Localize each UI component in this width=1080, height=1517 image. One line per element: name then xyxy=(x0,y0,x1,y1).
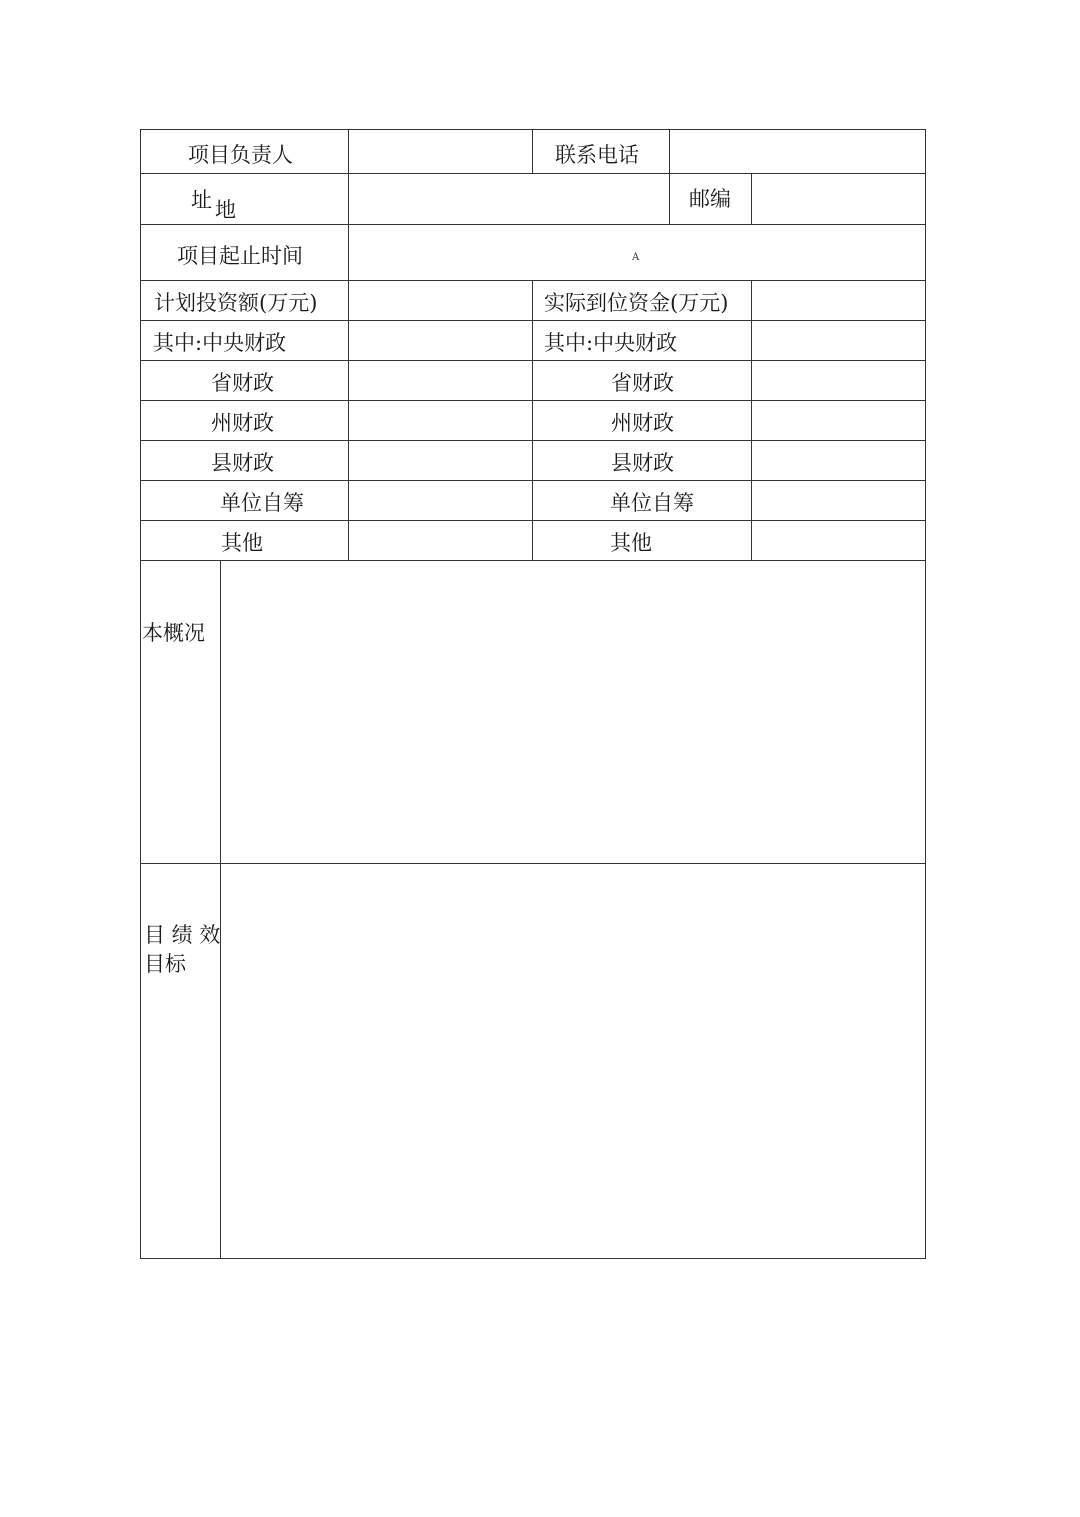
right-provincial-finance-label: 省财政 xyxy=(611,371,674,395)
right-prefecture-finance-label: 州财政 xyxy=(611,411,674,435)
left-self-funded-label: 单位自筹 xyxy=(220,491,304,515)
column-divider-postcode-label xyxy=(669,173,670,224)
row-divider-7 xyxy=(141,440,925,441)
project-leader-label: 项目负责人 xyxy=(188,143,293,167)
right-county-finance-label: 县财政 xyxy=(611,451,674,475)
left-county-finance-label: 县财政 xyxy=(211,451,274,475)
project-period-value[interactable] xyxy=(349,225,925,280)
actual-funds-label: 实际到位资金(万元) xyxy=(544,291,729,315)
address-label-part2: 地 xyxy=(215,198,236,222)
project-period-mark: A xyxy=(632,252,640,263)
performance-goal-label-line1: 目 绩 效 xyxy=(144,923,221,947)
overview-label: 本概况 xyxy=(142,621,205,645)
contact-phone-label: 联系电话 xyxy=(555,143,639,167)
row-divider-6 xyxy=(141,400,925,401)
row-divider-8 xyxy=(141,480,925,481)
postcode-label: 邮编 xyxy=(689,187,731,211)
address-label-part1: 址 xyxy=(191,188,212,212)
project-period-label: 项目起止时间 xyxy=(177,244,303,268)
actual-funds-value[interactable] xyxy=(752,281,925,320)
contact-phone-value[interactable] xyxy=(670,130,925,173)
column-divider-right-value xyxy=(751,280,752,560)
project-leader-value[interactable] xyxy=(349,130,532,173)
row-divider-5 xyxy=(141,360,925,361)
column-divider-right-label xyxy=(532,280,533,560)
left-central-finance-label: 其中:中央财政 xyxy=(153,331,287,355)
planned-investment-label: 计划投资额(万元) xyxy=(154,291,318,315)
right-self-funded-label: 单位自筹 xyxy=(610,491,694,515)
column-divider-phone-label xyxy=(532,130,533,173)
right-central-finance-label: 其中:中央财政 xyxy=(544,331,678,355)
planned-investment-value[interactable] xyxy=(349,281,532,320)
row-divider-9 xyxy=(141,520,925,521)
address-value[interactable] xyxy=(349,174,669,224)
performance-goal-content[interactable] xyxy=(221,864,925,1258)
row-divider-4 xyxy=(141,320,925,321)
left-other-label: 其他 xyxy=(221,531,263,555)
project-info-form xyxy=(140,129,926,1259)
postcode-value[interactable] xyxy=(752,174,925,224)
left-provincial-finance-label: 省财政 xyxy=(211,371,274,395)
performance-goal-label-line2: 目标 xyxy=(144,952,186,976)
right-other-label: 其他 xyxy=(610,531,652,555)
left-prefecture-finance-label: 州财政 xyxy=(211,411,274,435)
overview-content[interactable] xyxy=(221,561,925,863)
